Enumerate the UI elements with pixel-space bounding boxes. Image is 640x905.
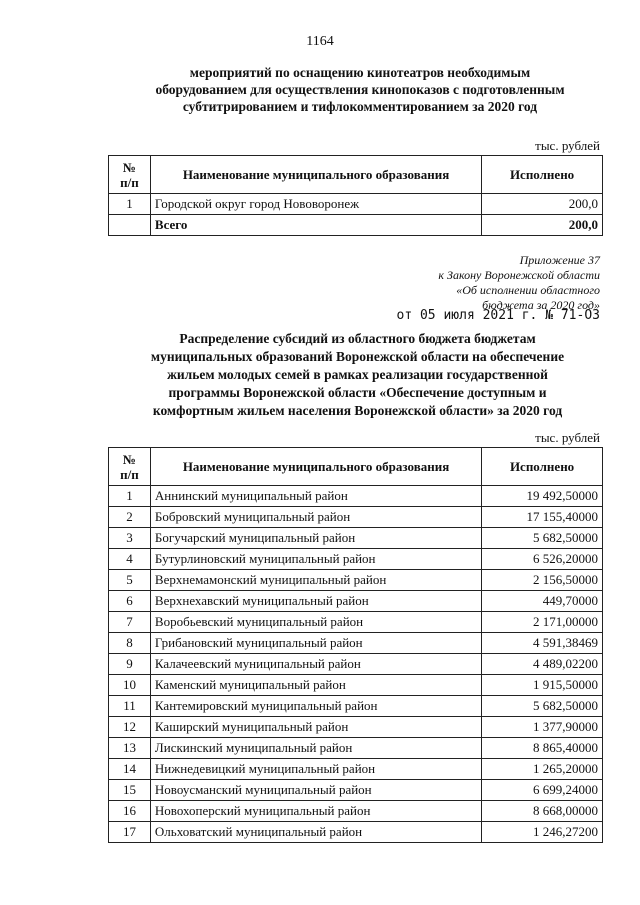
cell-value: 6 699,24000 (482, 780, 603, 801)
table-row (109, 528, 603, 549)
page-number: 1164 (306, 34, 334, 49)
table-row (109, 654, 603, 675)
cell-name: Богучарский муниципальный район (150, 528, 481, 549)
section2-units: тыс. рублей (535, 430, 600, 445)
cell-value: 200,0 (482, 194, 603, 215)
cell-name: Грибановский муниципальный район (150, 633, 481, 654)
appendix-line: «Об исполнении областного (456, 283, 600, 297)
table-row (109, 549, 603, 570)
cell-value: 8 668,00000 (482, 801, 603, 822)
cell-name: Каменский муниципальный район (150, 675, 481, 696)
table-row (109, 194, 603, 215)
table-row (109, 696, 603, 717)
title-line: муниципальных образований Воронежской области на обеспечение (150, 349, 565, 364)
cell-name: Воробьевский муниципальный район (150, 612, 481, 633)
cell-num: 10 (109, 675, 151, 696)
total-label: Всего (150, 215, 481, 236)
cell-value: 2 171,00000 (482, 612, 603, 633)
table-row (109, 717, 603, 738)
cell-num: 9 (109, 654, 151, 675)
cell-num: 15 (109, 780, 151, 801)
cell-name: Верхнемамонский муниципальный район (150, 570, 481, 591)
cell-name: Лискинский муниципальный район (150, 738, 481, 759)
table-row (109, 780, 603, 801)
total-value: 200,0 (482, 215, 603, 236)
cell-num: 11 (109, 696, 151, 717)
cell-name: Кантемировский муниципальный район (150, 696, 481, 717)
cell-num: 3 (109, 528, 151, 549)
cell-value: 1 377,90000 (482, 717, 603, 738)
header-num: № п/п (109, 156, 151, 194)
cell-name: Бутурлиновский муниципальный район (150, 549, 481, 570)
cell-num: 7 (109, 612, 151, 633)
cell-name: Новохоперский муниципальный район (150, 801, 481, 822)
cell-name: Верхнехавский муниципальный район (150, 591, 481, 612)
cell-value: 4 591,38469 (482, 633, 603, 654)
table-row (109, 570, 603, 591)
table-row (109, 738, 603, 759)
table-row (109, 801, 603, 822)
table-header-row (109, 156, 603, 194)
cell-num: 4 (109, 549, 151, 570)
appendix-line: Приложение 37 (519, 253, 600, 267)
cell-value: 6 526,20000 (482, 549, 603, 570)
table-row (109, 822, 603, 843)
cell-name: Нижнедевицкий муниципальный район (150, 759, 481, 780)
cell-num: 8 (109, 633, 151, 654)
cell-num: 1 (109, 486, 151, 507)
header-num: № п/п (109, 448, 151, 486)
title-line: оборудованием для осуществления кинопоказов с подготовленным (155, 82, 565, 97)
cell-num: 16 (109, 801, 151, 822)
title-line: программы Воронежской области «Обеспечение доступным и (168, 385, 547, 400)
appendix-note (360, 253, 600, 313)
section1-title (140, 64, 580, 115)
cell-value: 2 156,50000 (482, 570, 603, 591)
table-header-row (109, 448, 603, 486)
cell-name: Городской округ город Нововоронеж (150, 194, 481, 215)
table-row (109, 633, 603, 654)
cell-num: 2 (109, 507, 151, 528)
section2-title (110, 330, 605, 420)
section2-table (108, 447, 603, 843)
cell-value: 4 489,02200 (482, 654, 603, 675)
table-total-row (109, 215, 603, 236)
header-name: Наименование муниципального образования (150, 156, 481, 194)
title-line: Распределение субсидий из областного бюджета бюджетам (179, 331, 536, 346)
header-value: Исполнено (482, 448, 603, 486)
law-date-stamp: от 05 июля 2021 г. № 71-ОЗ (396, 308, 600, 323)
cell-num: 5 (109, 570, 151, 591)
cell-value: 17 155,40000 (482, 507, 603, 528)
cell-num (109, 215, 151, 236)
cell-value: 5 682,50000 (482, 528, 603, 549)
cell-num: 1 (109, 194, 151, 215)
cell-num: 14 (109, 759, 151, 780)
title-line: жильем молодых семей в рамках реализации государственной (167, 367, 548, 382)
cell-value: 19 492,50000 (482, 486, 603, 507)
cell-name: Калачеевский муниципальный район (150, 654, 481, 675)
cell-value: 8 865,40000 (482, 738, 603, 759)
appendix-line: к Закону Воронежской области (438, 268, 600, 282)
table-row (109, 675, 603, 696)
header-name: Наименование муниципального образования (150, 448, 481, 486)
cell-value: 449,70000 (482, 591, 603, 612)
title-line: мероприятий по оснащению кинотеатров необходимым (189, 65, 531, 80)
cell-name: Аннинский муниципальный район (150, 486, 481, 507)
table-row (109, 507, 603, 528)
cell-num: 17 (109, 822, 151, 843)
table-row (109, 759, 603, 780)
cell-name: Каширский муниципальный район (150, 717, 481, 738)
cell-value: 1 246,27200 (482, 822, 603, 843)
header-value: Исполнено (482, 156, 603, 194)
cell-num: 6 (109, 591, 151, 612)
cell-name: Бобровский муниципальный район (150, 507, 481, 528)
section1-table (108, 155, 603, 236)
cell-num: 12 (109, 717, 151, 738)
appendix-line: бюджета за 2020 год» (482, 298, 600, 312)
cell-value: 1 265,20000 (482, 759, 603, 780)
table-row (109, 486, 603, 507)
title-line: комфортным жильем населения Воронежской области» за 2020 год (152, 403, 563, 418)
title-line: субтитрированием и тифлокомментированием за 2020 год (182, 99, 538, 114)
cell-name: Ольховатский муниципальный район (150, 822, 481, 843)
cell-num: 13 (109, 738, 151, 759)
cell-value: 5 682,50000 (482, 696, 603, 717)
cell-value: 1 915,50000 (482, 675, 603, 696)
cell-name: Новоусманский муниципальный район (150, 780, 481, 801)
table-row (109, 591, 603, 612)
section1-units: тыс. рублей (535, 138, 600, 153)
table-row (109, 612, 603, 633)
